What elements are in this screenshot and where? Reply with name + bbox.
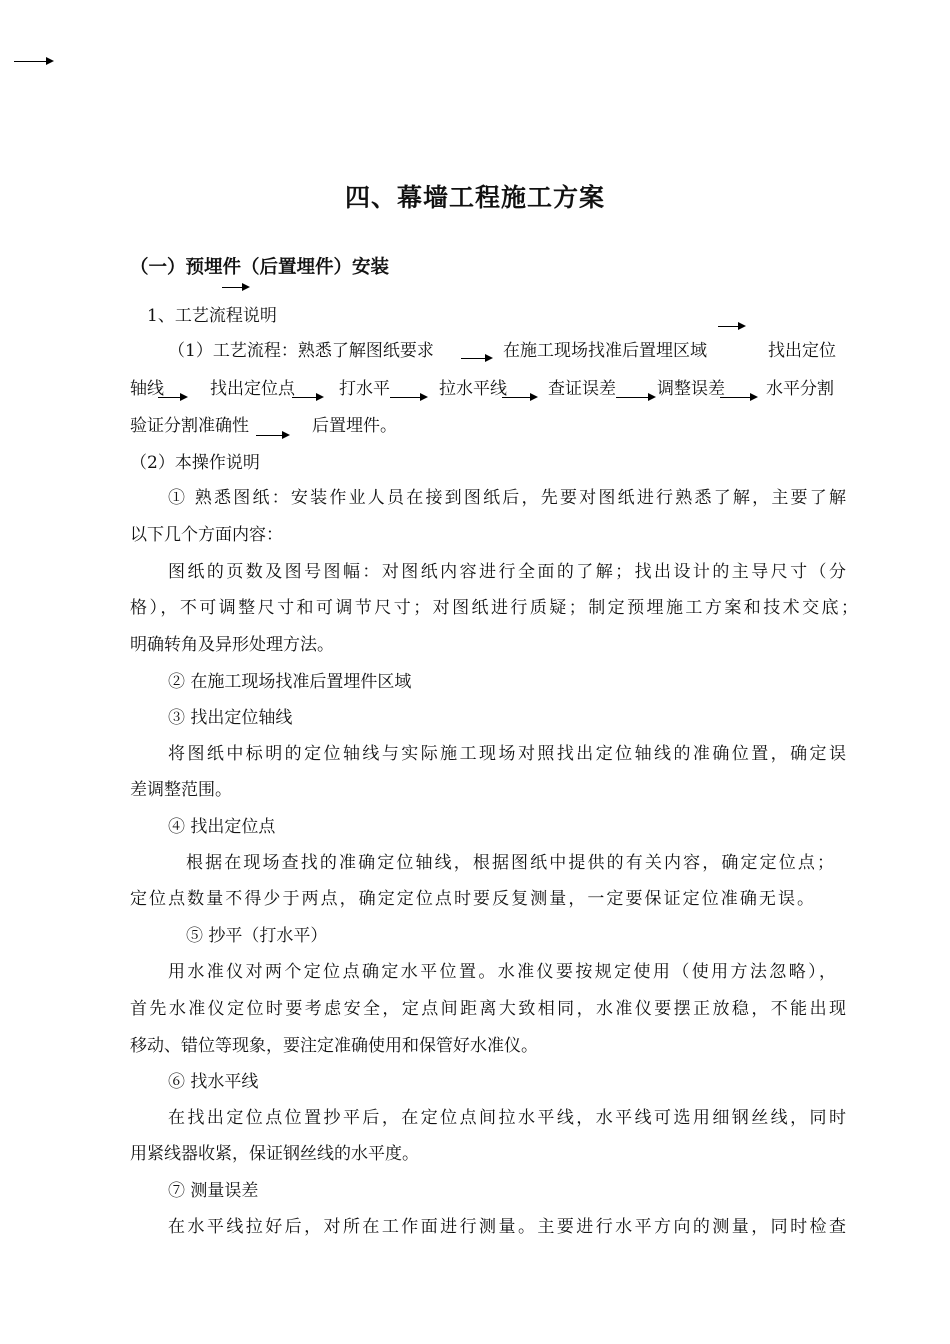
step-heading: ② 在施工现场找准后置埋件区域: [168, 672, 412, 692]
arrow-icon: [256, 435, 288, 436]
paragraph-line: 格），不可调整尺寸和可调节尺寸；对图纸进行质疑；制定预埋施工方案和技术交底；: [130, 598, 858, 618]
paragraph-line: 在水平线拉好后，对所在工作面进行测量。主要进行水平方向的测量，同时检查: [168, 1217, 846, 1237]
paragraph-line: 定位点数量不得少于两点，确定定位点时要反复测量，一定要保证定位准确无误。: [130, 889, 814, 909]
flow-step: 查证误差: [548, 379, 616, 399]
arrow-icon: [718, 326, 744, 327]
flow-step: 调整误差: [657, 379, 725, 399]
paragraph-line: 明确转角及异形处理方法。: [130, 635, 334, 655]
flow-step: 验证分割准确性: [130, 416, 249, 436]
arrow-icon: [502, 397, 536, 398]
paragraph-line: 用紧线器收紧，保证钢丝线的水平度。: [130, 1144, 419, 1164]
arrow-icon: [720, 397, 756, 398]
flow-step: 找出定位: [768, 341, 836, 361]
arrow-icon: [14, 61, 52, 62]
arrow-icon: [292, 397, 322, 398]
paragraph-line: 移动、错位等现象，要注定准确使用和保管好水准仪。: [130, 1036, 538, 1056]
paragraph-line: 根据在现场查找的准确定位轴线，根据图纸中提供的有关内容，确定定位点；: [186, 853, 834, 873]
item-heading: 1、工艺流程说明: [147, 306, 277, 326]
paragraph-line: 图纸的页数及图号图幅：对图纸内容进行全面的了解；找出设计的主导尺寸（分: [168, 562, 846, 582]
paragraph-line: 以下几个方面内容：: [130, 525, 283, 545]
paragraph-line: 用水准仪对两个定位点确定水平位置。水准仪要按规定使用（使用方法忽略），: [168, 962, 836, 982]
flow-step: 拉水平线: [439, 379, 507, 399]
section-heading: （一）预埋件（后置埋件）安装: [130, 257, 390, 278]
step-heading: ⑥ 找水平线: [168, 1072, 259, 1092]
step-heading: ③ 找出定位轴线: [168, 708, 293, 728]
arrow-icon: [222, 287, 248, 288]
flow-step: 轴线: [130, 379, 164, 399]
arrow-icon: [461, 358, 491, 359]
paragraph-line: 在找出定位点位置抄平后，在定位点间拉水平线，水平线可选用细钢丝线，同时: [168, 1108, 846, 1128]
document-title: 四、幕墙工程施工方案: [344, 183, 605, 212]
paragraph-line: ① 熟悉图纸：安装作业人员在接到图纸后，先要对图纸进行熟悉了解，主要了解: [168, 488, 846, 508]
step-heading: ④ 找出定位点: [168, 817, 276, 837]
step-heading: ⑦ 测量误差: [168, 1181, 259, 1201]
step-heading: ⑤ 抄平（打水平）: [186, 926, 328, 946]
arrow-icon: [390, 397, 426, 398]
paragraph-line: 差调整范围。: [130, 780, 232, 800]
flow-step: 在施工现场找准后置埋区域: [503, 341, 707, 361]
paragraph-line: 首先水准仪定位时要考虑安全，定点间距离大致相同，水准仪要摆正放稳，不能出现: [130, 999, 846, 1019]
arrow-icon: [616, 397, 654, 398]
item-heading: （2）本操作说明: [130, 453, 260, 473]
paragraph-line: 将图纸中标明的定位轴线与实际施工现场对照找出定位轴线的准确位置，确定误: [168, 744, 846, 764]
flow-lead: （1）工艺流程：熟悉了解图纸要求: [168, 341, 434, 361]
flow-step: 水平分割: [766, 379, 834, 399]
flow-step: 找出定位点: [210, 379, 295, 399]
arrow-icon: [158, 397, 186, 398]
flow-step: 打水平: [339, 379, 390, 399]
flow-step: 后置埋件。: [312, 416, 397, 436]
